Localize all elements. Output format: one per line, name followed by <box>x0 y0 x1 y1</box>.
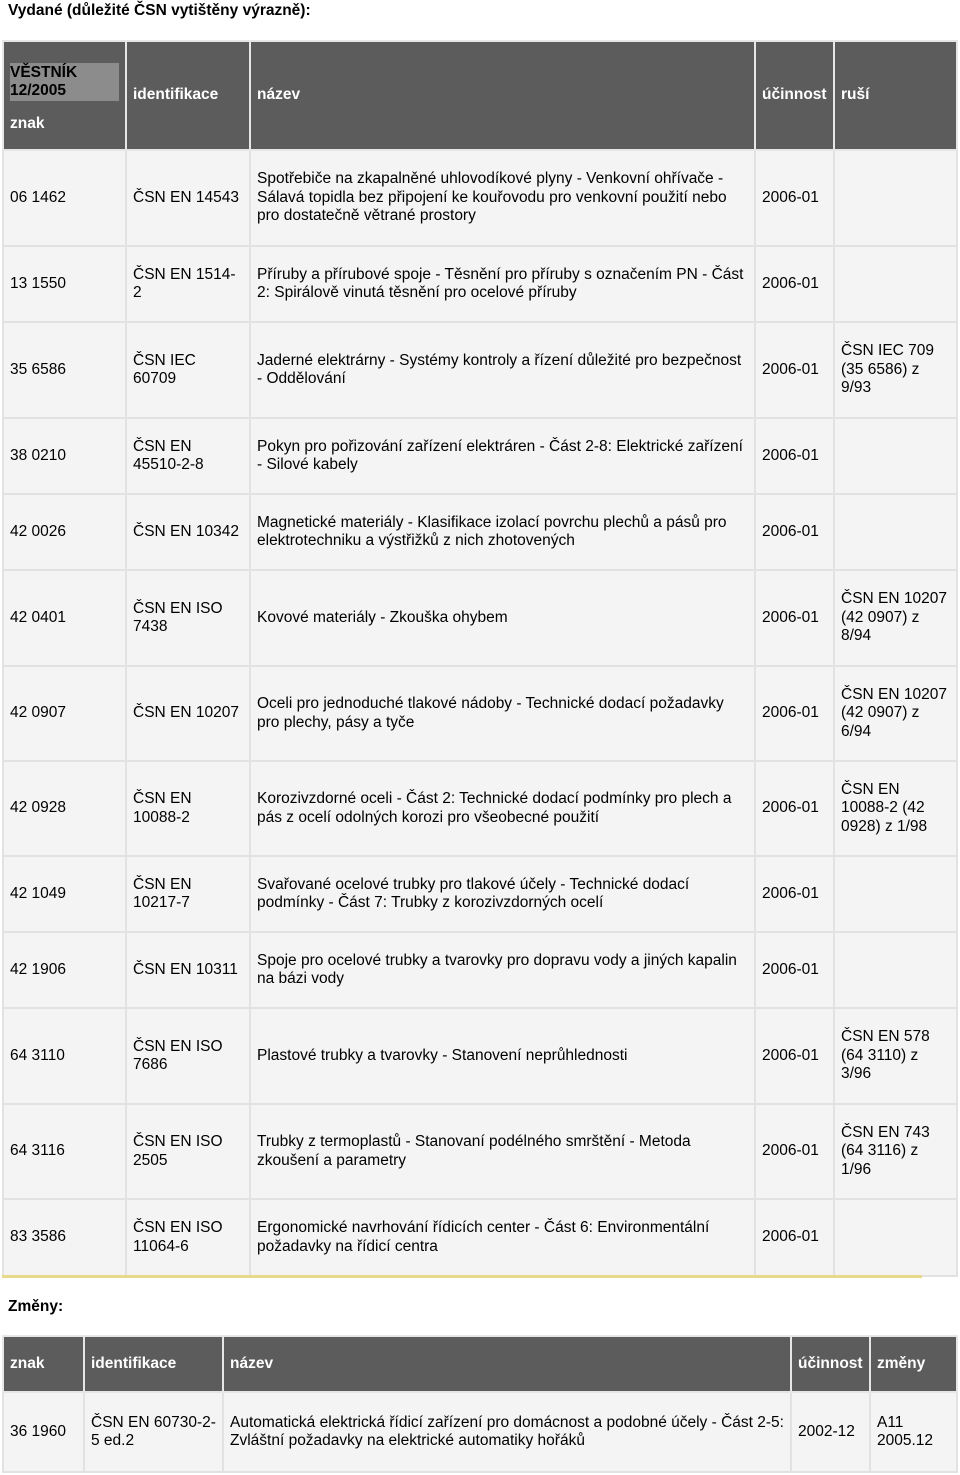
row-identifikace: ČSN EN 10311 <box>126 932 250 1008</box>
row-znak: 36 1960 <box>3 1392 84 1472</box>
row-rusi <box>834 856 957 932</box>
row-ucinnost: 2006-01 <box>755 932 834 1008</box>
row-identifikace: ČSN EN ISO 11064-6 <box>126 1199 250 1276</box>
table-row <box>3 494 957 570</box>
changes-table <box>2 1335 958 1473</box>
row-nazev: Spotřebiče na zkapalněné uhlovodíkové plyny - Venkovní ohřívače - Sálavá topidla bez připojení ke kouřovodu pro venkovní použití nebo pro dostatečně větrané prostory <box>250 150 755 246</box>
row-rusi: ČSN EN 10207 (42 0907) z 6/94 <box>834 666 957 761</box>
row-rusi <box>834 1199 957 1276</box>
table-row <box>3 246 957 322</box>
row-ucinnost: 2006-01 <box>755 150 834 246</box>
row-znak: 42 1049 <box>3 856 126 932</box>
row-ucinnost: 2006-01 <box>755 856 834 932</box>
row-ucinnost: 2006-01 <box>755 761 834 856</box>
row-ucinnost: 2006-01 <box>755 666 834 761</box>
row-znak: 64 3110 <box>3 1008 126 1104</box>
row-ucinnost: 2006-01 <box>755 570 834 666</box>
row-nazev: Korozivzdorné oceli - Část 2: Technické dodací podmínky pro plech a pás z ocelí odolných korozi pro všeobecné použití <box>250 761 755 856</box>
table-row <box>3 761 957 856</box>
table-row <box>3 150 957 246</box>
row-rusi: ČSN EN 578 (64 3110) z 3/96 <box>834 1008 957 1104</box>
row-znak: 38 0210 <box>3 418 126 494</box>
row-identifikace: ČSN EN 60730-2-5 ed.2 <box>84 1392 223 1472</box>
changes-section-title: Změny: <box>8 1298 64 1315</box>
row-identifikace: ČSN EN 10217-7 <box>126 856 250 932</box>
row-rusi: ČSN EN 743 (64 3116) z 1/96 <box>834 1104 957 1199</box>
row-nazev: Plastové trubky a tvarovky - Stanovení neprůhlednosti <box>250 1008 755 1104</box>
row-nazev: Kovové materiály - Zkouška ohybem <box>250 570 755 666</box>
table-row <box>3 1392 957 1472</box>
row-identifikace: ČSN EN ISO 7686 <box>126 1008 250 1104</box>
row-identifikace: ČSN EN 1514-2 <box>126 246 250 322</box>
row-nazev: Příruby a přírubové spoje - Těsnění pro příruby s označením PN - Část 2: Spirálově vinutá těsnění pro ocelové příruby <box>250 246 755 322</box>
row-znak: 42 0026 <box>3 494 126 570</box>
row-nazev: Trubky z termoplastů - Stanovaní podélného smrštění - Metoda zkoušení a parametry <box>250 1104 755 1199</box>
changes-header-row <box>3 1336 957 1392</box>
header-identifikace: identifikace <box>84 1336 223 1392</box>
table-row <box>3 932 957 1008</box>
row-rusi <box>834 418 957 494</box>
row-nazev: Oceli pro jednoduché tlakové nádoby - Technické dodací požadavky pro plechy, pásy a tyče <box>250 666 755 761</box>
header-nazev: název <box>223 1336 791 1392</box>
header-znak: znak <box>10 114 45 132</box>
table-row <box>3 322 957 418</box>
row-nazev: Svařované ocelové trubky pro tlakové účely - Technické dodací podmínky - Část 7: Trubky z korozivzdorných ocelí <box>250 856 755 932</box>
row-ucinnost: 2006-01 <box>755 246 834 322</box>
table-row <box>3 1008 957 1104</box>
row-znak: 42 0907 <box>3 666 126 761</box>
header-ucinnost: účinnost <box>755 41 834 150</box>
section-divider <box>2 1275 922 1278</box>
row-znak: 42 1906 <box>3 932 126 1008</box>
header-rusi: ruší <box>834 41 957 150</box>
row-znak: 42 0401 <box>3 570 126 666</box>
header-ucinnost: účinnost <box>791 1336 870 1392</box>
issued-header-row <box>3 41 957 150</box>
row-rusi <box>834 932 957 1008</box>
row-nazev: Spoje pro ocelové trubky a tvarovky pro dopravu vody a jiných kapalin na bázi vody <box>250 932 755 1008</box>
header-znak: znak <box>3 1336 84 1392</box>
row-nazev: Automatická elektrická řídicí zařízení pro domácnost a podobné účely - Část 2-5: Zvláštní požadavky na elektrické automatiky hořáků <box>223 1392 791 1472</box>
row-rusi <box>834 494 957 570</box>
row-identifikace: ČSN EN ISO 7438 <box>126 570 250 666</box>
row-zmeny: A11 2005.12 <box>870 1392 957 1472</box>
vestnik-label: VĚSTNÍK 12/2005 <box>10 63 119 101</box>
row-identifikace: ČSN EN 14543 <box>126 150 250 246</box>
row-nazev: Magnetické materiály - Klasifikace izolací povrchu plechů a pásů pro elektrotechniku a výstřižků z nich zhotovených <box>250 494 755 570</box>
table-row <box>3 1104 957 1199</box>
row-ucinnost: 2006-01 <box>755 1008 834 1104</box>
row-ucinnost: 2006-01 <box>755 1104 834 1199</box>
row-nazev: Ergonomické navrhování řídicích center - Část 6: Environmentální požadavky na řídicí centra <box>250 1199 755 1276</box>
row-znak: 13 1550 <box>3 246 126 322</box>
row-nazev: Jaderné elektrárny - Systémy kontroly a řízení důležité pro bezpečnost - Oddělování <box>250 322 755 418</box>
table-row <box>3 1199 957 1276</box>
row-identifikace: ČSN EN 45510-2-8 <box>126 418 250 494</box>
table-row <box>3 570 957 666</box>
row-znak: 83 3586 <box>3 1199 126 1276</box>
table-row <box>3 666 957 761</box>
row-nazev: Pokyn pro pořizování zařízení elektráren - Část 2-8: Elektrické zařízení - Silové kabely <box>250 418 755 494</box>
row-rusi: ČSN EN 10088-2 (42 0928) z 1/98 <box>834 761 957 856</box>
table-row <box>3 418 957 494</box>
row-identifikace: ČSN EN 10342 <box>126 494 250 570</box>
row-rusi: ČSN IEC 709 (35 6586) z 9/93 <box>834 322 957 418</box>
row-znak: 35 6586 <box>3 322 126 418</box>
row-ucinnost: 2006-01 <box>755 418 834 494</box>
row-rusi <box>834 150 957 246</box>
issued-table <box>2 40 958 1277</box>
row-ucinnost: 2006-01 <box>755 494 834 570</box>
row-identifikace: ČSN IEC 60709 <box>126 322 250 418</box>
row-identifikace: ČSN EN ISO 2505 <box>126 1104 250 1199</box>
row-ucinnost: 2002-12 <box>791 1392 870 1472</box>
row-rusi <box>834 246 957 322</box>
row-identifikace: ČSN EN 10207 <box>126 666 250 761</box>
row-znak: 42 0928 <box>3 761 126 856</box>
header-zmeny: změny <box>870 1336 957 1392</box>
row-znak: 06 1462 <box>3 150 126 246</box>
table-row <box>3 856 957 932</box>
issued-section-title: Vydané (důležité ČSN vytištěny výrazně): <box>8 2 311 19</box>
header-nazev: název <box>250 41 755 150</box>
row-rusi: ČSN EN 10207 (42 0907) z 8/94 <box>834 570 957 666</box>
row-znak: 64 3116 <box>3 1104 126 1199</box>
row-identifikace: ČSN EN 10088-2 <box>126 761 250 856</box>
row-ucinnost: 2006-01 <box>755 322 834 418</box>
header-identifikace: identifikace <box>126 41 250 150</box>
row-ucinnost: 2006-01 <box>755 1199 834 1276</box>
